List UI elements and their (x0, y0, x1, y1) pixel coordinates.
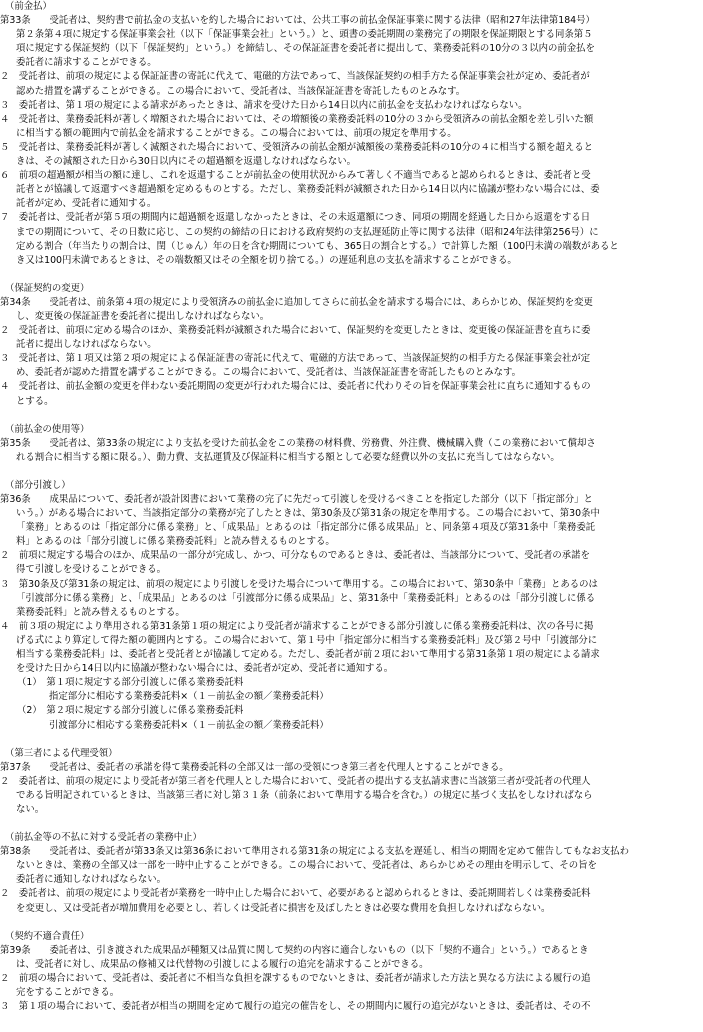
item-title-line (0, 704, 703, 718)
paragraph-text: までの期間について、その日数に応じ、この契約の締結の日における政府契約の支払遅延防止等に関する法律（昭和24年法律第256号）に (16, 226, 599, 238)
paragraph-text: 託者が定め、受託者に通知する。 (16, 198, 157, 210)
paragraph-first-line (0, 324, 703, 338)
paragraph-first-line (0, 169, 703, 183)
section-gap (0, 409, 703, 423)
paragraph-text: 受託者は、契約書で前払金の支払いを約した場合においては、公共工事の前払金保証事業に関する法律（昭和27年法律第184号） (30, 15, 595, 27)
paragraph-text: である旨明記されているときは、当該第三者に対し第３１条（前条において準用する場合を含む。）の規定に基づく支払をしなければなら (16, 789, 593, 801)
item-spacer (37, 705, 46, 716)
paragraph-first-line (0, 211, 703, 225)
paragraph-number: ２ (0, 775, 10, 787)
paragraph-text: 定める割合（年当たりの割合は、閏（じゅん）年の日を含む期間についても、365日の割合とする。）で計算した額（100円未満の端数があると (16, 240, 619, 252)
paragraph-number: ２ (0, 550, 10, 562)
paragraph-first-line (0, 70, 703, 84)
paragraph-line (0, 240, 703, 254)
paragraph-text: 受託者は、第１項又は第２項の規定による保証証書の寄託に代えて、電磁的方法であって、当該保証契約の相手方たる保証事業会社が定 (9, 353, 591, 365)
paragraph-text: 受託者は、前払金額の変更を伴わない委託期間の変更が行われた場合には、委託者に代わりその旨を保証事業会社に直ちに通知するもの (9, 381, 591, 393)
paragraph-line (0, 338, 703, 352)
paragraph-text: は、受託者に対し、成果品の修補又は代替物の引渡しによる履行の追完を請求することができる。 (16, 958, 429, 970)
article-number: 第34条 (0, 296, 31, 308)
paragraph-text: 受託者は、業務委託料が著しく増額された場合においては、その増額後の業務委託料の10分の３から受領済みの前払金額を差し引いた額 (9, 113, 594, 125)
paragraph-text: 前３項の規定により準用される第31条第１項の規定により受託者が請求することができる部分引渡しに係る業務委託料は、次の各号に掲 (9, 620, 594, 632)
paragraph-number: ３ (0, 578, 10, 590)
section-heading: （前金払） (5, 1, 52, 12)
paragraph-text: 得て引渡しを受けることができる。 (16, 564, 167, 576)
paragraph-number: ３ (0, 353, 10, 365)
paragraph-text: 「業務」とあるのは「指定部分に係る業務」と、「成果品」とあるのは「指定部分に係る成果品」と、同条第４項及び第31条中「業務委託 (16, 522, 596, 534)
section-gap (0, 465, 703, 479)
paragraph-first-line (0, 761, 703, 775)
paragraph-line (0, 521, 703, 535)
paragraph-text: 受託者は、委託者が第33条又は第36条において準用される第31条の規定による支払を遅延し、相当の期間を定めて催告してもなお支払わ (30, 846, 629, 858)
paragraph-text: 託者とが協議して返還すべき超過額を定めるものとする。ただし、業務委託料が減額された日から14日以内に協議が整わない場合には、委 (16, 184, 600, 196)
section-heading: （前払金の使用等） (5, 423, 90, 435)
paragraph-text: 委託者に通知しなければならない。 (16, 874, 167, 886)
paragraph-text: 料」とあるのは「部分引渡しに係る業務委託料」と読み替えるものとする。 (16, 536, 335, 548)
section-heading: （契約不適合責任） (5, 930, 90, 942)
paragraph-text: を受けた日から14日以内に協議が整わない場合には、委託者が定め、受託者に通知する。 (16, 663, 394, 675)
paragraph-first-line (0, 141, 703, 155)
paragraph-number: ２ (0, 888, 10, 900)
paragraph-number: ２ (0, 972, 10, 984)
paragraph-first-line (0, 113, 703, 127)
paragraph-text: 委託者は、第１項の規定による請求があったときは、請求を受けた日から14日以内に前払金を支払わなければならない。 (9, 99, 528, 111)
paragraph-line (0, 366, 703, 380)
paragraph-first-line (0, 14, 703, 28)
section-gap (0, 268, 703, 282)
paragraph-text: れる割合に相当する額に限る。）、動力費、支払運賃及び保証料に相当する額として必要な経費以外の支払に充当してはならない。 (16, 451, 560, 463)
paragraph-line (0, 958, 703, 972)
paragraph-first-line (0, 845, 703, 859)
paragraph-text: 委託者は、受託者が第５項の期間内に超過額を返還しなかったときは、その未返還額につき、同項の期間を経過した日から返還をする日 (9, 212, 591, 224)
paragraph-text: 委託者に請求することができる。 (16, 57, 157, 69)
section-gap (0, 916, 703, 930)
item-title-line (0, 676, 703, 690)
item-spacer (37, 677, 46, 688)
paragraph-line (0, 42, 703, 56)
paragraph-text: 完をすることができる。 (16, 987, 120, 998)
paragraph-number: ３ (0, 1001, 10, 1013)
paragraph-first-line (0, 352, 703, 366)
paragraph-line (0, 395, 703, 409)
paragraph-first-line (0, 99, 703, 113)
paragraph-text: 第１項の場合において、委託者が相当の期間を定めて履行の追完の催告をし、その期間内に履行の追完がないときは、委託者は、その不 (9, 1001, 591, 1013)
item-label: （1） (17, 677, 38, 689)
paragraph-line (0, 859, 703, 873)
paragraph-number: ３ (0, 99, 10, 111)
paragraph-text: し、変更後の保証証書を委託者に提出しなければならない。 (16, 310, 270, 322)
paragraph-first-line (0, 296, 703, 310)
paragraph-first-line (0, 380, 703, 394)
section-heading: （前払金等の不払に対する受託者の業務中止） (5, 832, 202, 844)
paragraph-first-line (0, 944, 703, 958)
item-formula: 引渡部分に相応する業務委託料×（１－前払金の額／業務委託料） (49, 719, 329, 731)
paragraph-line (0, 155, 703, 169)
article-number: 第39条 (0, 944, 31, 956)
paragraph-text: 前項の場合において、受託者は、委託者に不相当な負担を課するものでないときは、委託者が請求した方法と異なる方法による履行の追 (9, 972, 591, 984)
paragraph-line (0, 803, 703, 817)
paragraph-line (0, 197, 703, 211)
paragraph-text: 受託者は、委託者の承諾を得て業務委託料の全部又は一部の受領につき第三者を代理人とすることができる。 (30, 761, 509, 773)
paragraph-first-line (0, 578, 703, 592)
paragraph-line (0, 28, 703, 42)
paragraph-number: ６ (0, 170, 10, 182)
paragraph-line (0, 310, 703, 324)
paragraph-line (0, 507, 703, 521)
paragraph-first-line (0, 620, 703, 634)
section-heading: （部分引渡し） (5, 479, 71, 491)
paragraph-text: 業務委託料」と読み替えるものとする。 (16, 606, 185, 618)
paragraph-line (0, 648, 703, 662)
item-label: （2） (17, 705, 38, 717)
section-gap (0, 733, 703, 747)
paragraph-first-line (0, 437, 703, 451)
paragraph-text: 委託者は、前項の規定により受託者が第三者を代理人とした場合において、受託者の提出する支払請求書に当該第三者が受託者の代理人 (9, 775, 591, 787)
paragraph-line (0, 606, 703, 620)
paragraph-number: ２ (0, 325, 10, 337)
paragraph-first-line (0, 549, 703, 563)
paragraph-text: 託者に提出しなければならない。 (16, 339, 157, 351)
paragraph-text: 前項に規定する場合のほか、成果品の一部分が完成し、かつ、可分なものであるときは、委託者は、当該部分について、受託者の承諾を (9, 550, 590, 562)
paragraph-first-line (0, 1000, 703, 1014)
paragraph-text: 「引渡部分に係る業務」と、「成果品」とあるのは「引渡部分に係る成果品」と、第31条中「業務委託料」とあるのは「部分引渡しに係る (16, 592, 596, 604)
article-number: 第36条 (0, 494, 31, 505)
paragraph-line (0, 563, 703, 577)
paragraph-first-line (0, 972, 703, 986)
paragraph-text: に相当する額の範囲内で前払金を請求することができる。この場合においては、前項の規定を準用する。 (16, 127, 457, 139)
paragraph-line (0, 127, 703, 141)
paragraph-text: 受託者は、前項に定める場合のほか、業務委託料が減額された場合において、保証契約を変更したときは、変更後の保証証書を直ちに委 (9, 325, 591, 337)
paragraph-number: ４ (0, 381, 10, 393)
paragraph-line (0, 183, 703, 197)
paragraph-text: とする。 (16, 395, 54, 407)
paragraph-line (0, 662, 703, 676)
paragraph-text: 項に規定する保証契約（以下「保証契約」という。）を締結し、その保証証書を委託者に提出して、業務委託料の10分の３以内の前金払を (16, 43, 595, 55)
paragraph-line (0, 873, 703, 887)
paragraph-line (0, 634, 703, 648)
paragraph-first-line (0, 887, 703, 901)
paragraph-text: きは、その減額された日から30日以内にその超過額を返還しなければならない。 (16, 156, 357, 168)
paragraph-text: 委託者は、引き渡された成果品が種類又は品質に関して契約の内容に適合しないもの（以下「契約不適合」という。）であるとき (30, 944, 589, 956)
paragraph-line (0, 226, 703, 240)
section-heading: （保証契約の変更） (5, 282, 90, 294)
paragraph-text: 受託者は、業務委託料が著しく減額された場合において、受領済みの前払金額が減額後の業務委託料の10分の４に相当する額を超えると (9, 141, 594, 153)
paragraph-text: 第２条第４項に規定する保証事業会社（以下「保証事業会社」という。）と、頭書の委託期間の業務完了の期限を保証期限とする同条第５ (16, 29, 593, 41)
article-number: 第35条 (0, 437, 31, 449)
paragraph-text: 前項の超過額が相当の額に達し、これを返還することが前払金の使用状況からみて著しく不適当であると認められるときは、委託者と受 (9, 170, 591, 182)
paragraph-text: 第30条及び第31条の規定は、前項の規定により引渡しを受けた場合について準用する。この場合において、第30条中「業務」とあるのは (9, 578, 598, 590)
article-number: 第33条 (0, 15, 31, 27)
paragraph-number: ７ (0, 212, 10, 224)
article-number: 第38条 (0, 846, 31, 858)
paragraph-text: き又は100円未満であるときは、その端数額又はその全額を切り捨てる。）の遅延利息の支払を請求することができる。 (16, 254, 517, 266)
section-heading: （第三者による代理受領） (5, 747, 118, 759)
paragraph-line (0, 592, 703, 606)
paragraph-text: 受託者は、前条第４項の規定により受領済みの前払金に追加してさらに前払金を請求する場合には、あらかじめ、保証契約を変更 (30, 296, 593, 308)
paragraph-text: を変更し、又は受託者が増加費用を必要とし、若しくは受託者に損害を及ぼしたときは必要な費用を負担しなければならない。 (16, 902, 551, 914)
item-formula: 指定部分に相応する業務委託料×（１－前払金の額／業務委託料） (49, 691, 329, 703)
paragraph-number: ４ (0, 620, 10, 632)
paragraph-text: 委託者は、前項の規定により受託者が業務を一時中止した場合において、必要があると認められるときは、委託期間若しくは業務委託料 (9, 888, 591, 900)
item-title: 第１項に規定する部分引渡しに係る業務委託料 (46, 677, 244, 689)
paragraph-text: ないときは、業務の全部又は一部を一時中止することができる。この場合において、受託者は、あらかじめその理由を明示して、その旨を (16, 860, 597, 872)
paragraph-line (0, 85, 703, 99)
item-title: 第２項に規定する部分引渡しに係る業務委託料 (46, 705, 244, 717)
paragraph-line (0, 789, 703, 803)
paragraph-text: ない。 (16, 803, 45, 815)
paragraph-text: 相当する業務委託料」は、委託者と受託者とが協議して定める。ただし、委託者が前２項において準用する第31条第１項の規定による請求 (16, 649, 600, 661)
paragraph-text: 受託者は、前項の規定による保証証書の寄託に代えて、電磁的方法であって、当該保証契約の相手方たる保証事業会社が定め、委託者が (9, 71, 590, 83)
paragraph-text: 認めた措置を講ずることができる。この場合において、受託者は、当該保証証書を寄託したものとみなす。 (16, 85, 466, 97)
paragraph-line (0, 451, 703, 465)
paragraph-first-line (0, 775, 703, 789)
paragraph-line (0, 254, 703, 268)
paragraph-number: ２ (0, 71, 10, 83)
paragraph-line (0, 535, 703, 549)
paragraph-number: ５ (0, 141, 10, 153)
paragraph-text: 受託者は、第33条の規定により支払を受けた前払金をこの業務の材料費、労務費、外注費、機械購入費（この業務において償却さ (30, 437, 596, 449)
section-gap (0, 817, 703, 831)
paragraph-number: ４ (0, 113, 10, 125)
paragraph-text: め、委託者が認めた措置を講ずることができる。この場合において、受託者は、当該保証証書を寄託したものとみなす。 (16, 367, 521, 379)
paragraph-text: 成果品について、委託者が設計図書において業務の完了に先だって引渡しを受けるべきことを指定した部分（以下「指定部分」と (30, 494, 593, 505)
paragraph-line (0, 902, 703, 916)
paragraph-line (0, 56, 703, 70)
paragraph-first-line (0, 493, 703, 507)
paragraph-line (0, 986, 703, 1000)
paragraph-text: げる式により算定して得た額の範囲内とする。この場合において、第１号中「指定部分に相当する業務委託料」及び第２号中「引渡部分に (16, 634, 598, 646)
article-number: 第37条 (0, 761, 31, 773)
paragraph-text: いう。）がある場合において、当該指定部分の業務が完了したときは、第30条及び第31条の規定を準用する。この場合において、第30条中 (16, 508, 600, 520)
